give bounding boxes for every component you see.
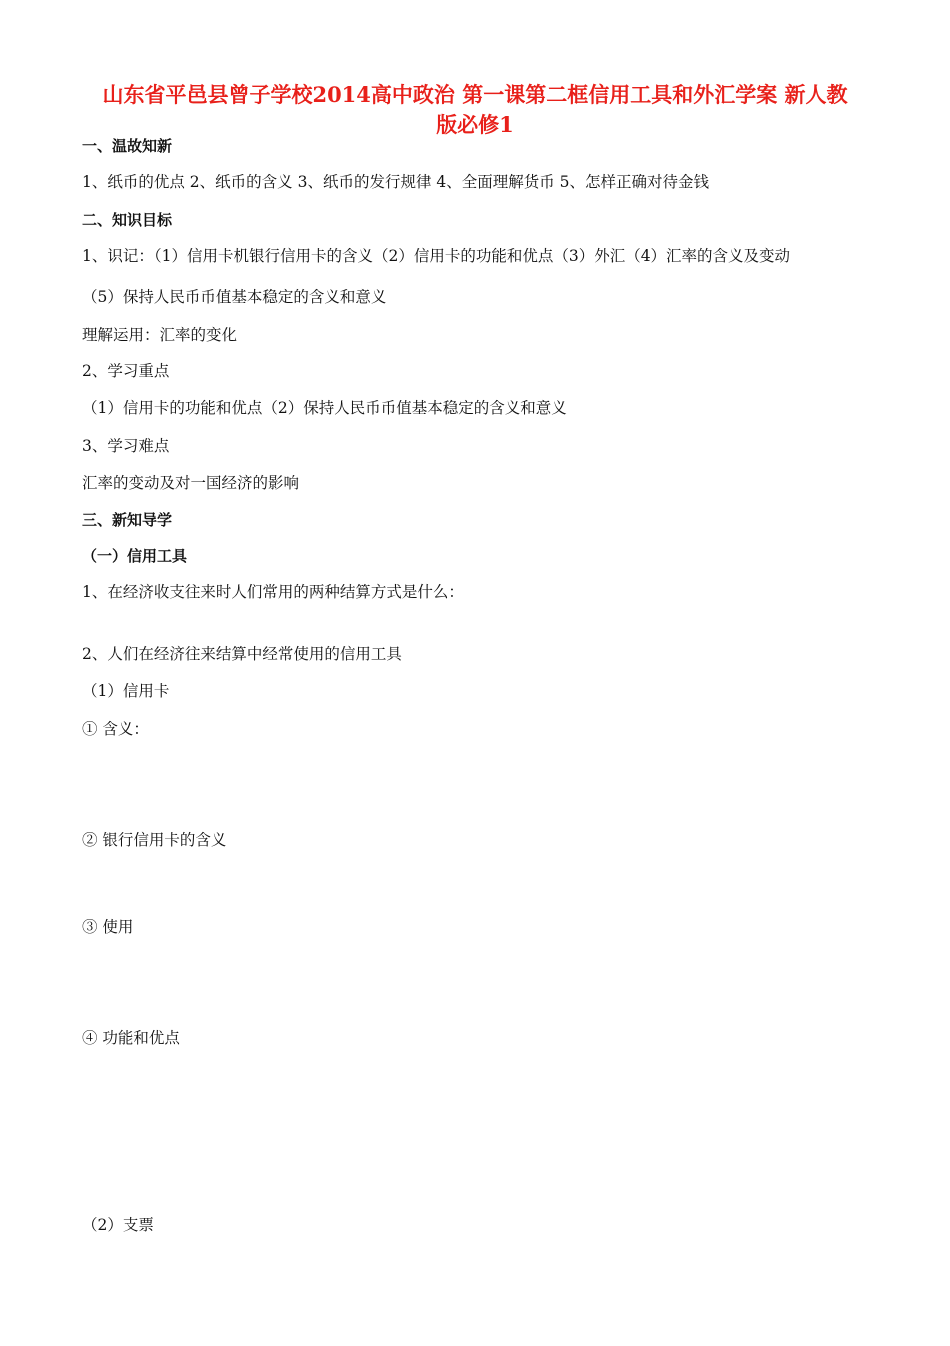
- point-1-meaning: ① 含义：: [82, 720, 149, 738]
- credit-tools-heading: （一）信用工具: [82, 547, 188, 565]
- difficulty-text: 汇率的变动及对一国经济的影响: [82, 474, 300, 492]
- point-4-functions: ④ 功能和优点: [82, 1029, 180, 1047]
- title-line-2: 版必修1: [436, 112, 514, 137]
- apply-text: 理解运用：汇率的变化: [82, 326, 238, 344]
- new-knowledge-heading: 三、新知导学: [82, 511, 173, 529]
- document-title: [60, 80, 890, 140]
- focus-heading: 2、学习重点: [82, 362, 170, 380]
- review-heading: 一、温故知新: [82, 137, 173, 155]
- item-cheque: （2）支票: [82, 1216, 154, 1234]
- goals-heading: 二、知识目标: [82, 211, 173, 229]
- goal-1-line-2: （5）保持人民币币值基本稳定的含义和意义: [82, 288, 387, 306]
- point-2-bank-card: ② 银行信用卡的含义: [82, 831, 227, 849]
- goal-1-line-1: 1、识记：（1）信用卡机银行信用卡的含义（2）信用卡的功能和优点（3）外汇（4）汇率的含义及变动: [82, 247, 791, 265]
- question-2: 2、人们在经济往来结算中经常使用的信用工具: [82, 645, 402, 663]
- difficulty-heading: 3、学习难点: [82, 437, 170, 455]
- title-line-1: 山东省平邑县曾子学校2014高中政治 第一课第二框信用工具和外汇学案 新人教: [102, 82, 848, 107]
- point-3-usage: ③ 使用: [82, 918, 134, 936]
- question-1: 1、在经济收支往来时人们常用的两种结算方式是什么：: [82, 583, 464, 601]
- focus-text: （1）信用卡的功能和优点（2）保持人民币币值基本稳定的含义和意义: [82, 399, 567, 417]
- review-text: 1、纸币的优点 2、纸币的含义 3、纸币的发行规律 4、全面理解货币 5、怎样正确对待金钱: [82, 173, 710, 191]
- item-credit-card: （1）信用卡: [82, 682, 170, 700]
